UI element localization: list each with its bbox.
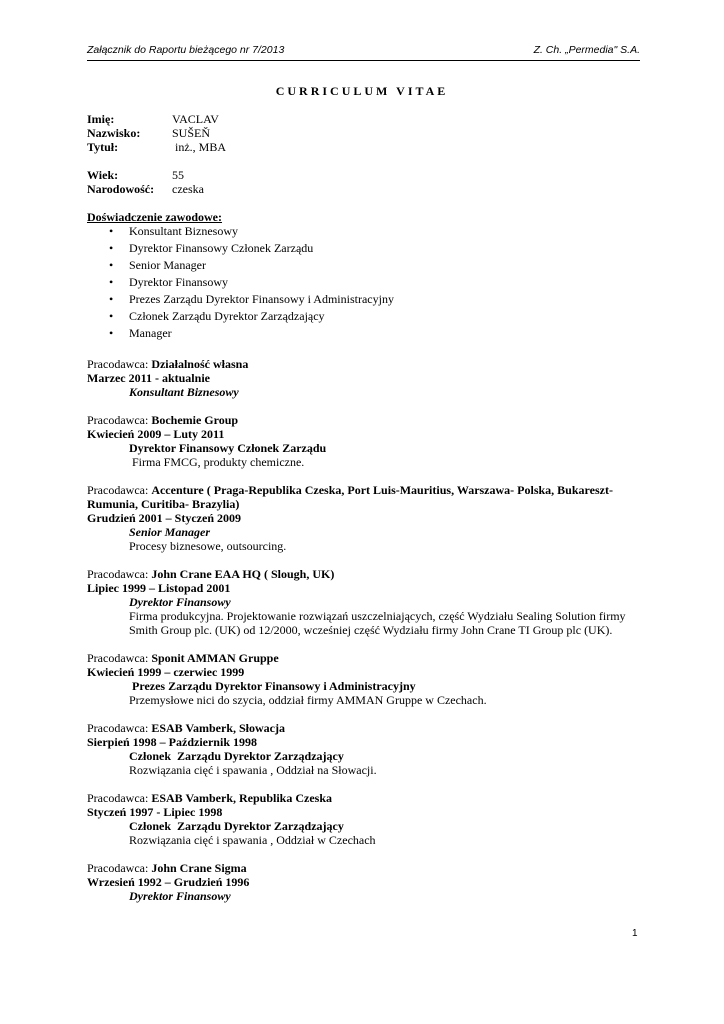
job-role: Członek Zarządu Dyrektor Zarządzający	[129, 819, 344, 833]
job-entry	[87, 483, 637, 553]
job-period: Styczeń 1997 - Lipiec 1998	[87, 805, 223, 819]
experience-list	[87, 224, 637, 343]
job-role: Dyrektor Finansowy	[129, 889, 231, 903]
experience-heading: Doświadczenie zawodowe:	[87, 210, 222, 224]
list-item: • Manager	[87, 326, 637, 343]
field-label: Narodowość:	[87, 182, 155, 196]
employer-name: Bochemie Group	[151, 413, 239, 427]
job-entry	[87, 861, 637, 903]
job-entry	[87, 567, 637, 637]
job-role: Dyrektor Finansowy	[129, 595, 231, 609]
field-label: Wiek:	[87, 168, 119, 182]
list-item: • Prezes Zarządu Dyrektor Finansowy i Administracyjny	[87, 292, 637, 309]
employer-name: ESAB Vamberk, Słowacja	[151, 721, 285, 735]
job-role: Konsultant Biznesowy	[129, 385, 239, 399]
job-employer-line	[87, 861, 637, 875]
job-period: Kwiecień 1999 – czerwiec 1999	[87, 665, 245, 679]
job-role: Senior Manager	[129, 525, 211, 539]
job-employer-line	[87, 567, 637, 581]
field-value: inż., MBA	[172, 140, 226, 154]
employer-prefix: Pracodawca:	[87, 567, 152, 581]
personal-row	[87, 182, 637, 196]
job-role: Prezes Zarządu Dyrektor Finansowy i Administracyjny	[129, 679, 416, 693]
job-period: Marzec 2011 - aktualnie	[87, 371, 210, 385]
list-item: • Dyrektor Finansowy	[87, 275, 637, 292]
field-label: Imię:	[87, 112, 115, 126]
job-employer-line	[87, 357, 637, 371]
personal-row	[87, 140, 637, 154]
employer-prefix: Pracodawca:	[87, 791, 152, 805]
list-item: • Konsultant Biznesowy	[87, 224, 637, 241]
job-role: Członek Zarządu Dyrektor Zarządzający	[129, 749, 344, 763]
personal-row	[87, 112, 637, 126]
employer-prefix: Pracodawca:	[87, 413, 152, 427]
employer-prefix: Pracodawca:	[87, 721, 152, 735]
job-period: Kwiecień 2009 – Luty 2011	[87, 427, 225, 441]
field-label: Tytuł:	[87, 140, 119, 154]
job-description: Rozwiązania cięć i spawania , Oddział na Słowacji.	[129, 763, 377, 777]
job-entry	[87, 791, 637, 847]
field-label: Nazwisko:	[87, 126, 141, 140]
job-entry	[87, 413, 637, 469]
job-history	[87, 357, 637, 903]
job-employer-line	[87, 483, 637, 511]
job-period: Lipiec 1999 – Listopad 2001	[87, 581, 231, 595]
field-value: czeska	[172, 182, 204, 196]
personal-info-2	[87, 168, 637, 196]
job-description: Firma FMCG, produkty chemiczne.	[129, 455, 305, 469]
list-item: • Senior Manager	[87, 258, 637, 275]
document-title: CURRICULUM VITAE	[275, 84, 449, 98]
employer-prefix: Pracodawca:	[87, 483, 152, 497]
page-header	[87, 40, 640, 61]
employer-name: John Crane EAA HQ ( Slough, UK)	[151, 567, 335, 581]
header-right: Z. Ch. „Permedia" S.A.	[533, 44, 640, 56]
header-left: Załącznik do Raportu bieżącego nr 7/2013	[87, 44, 285, 56]
field-value: 55	[172, 168, 184, 182]
job-description: Procesy biznesowe, outsourcing.	[129, 539, 287, 553]
employer-prefix: Pracodawca:	[87, 357, 152, 371]
job-employer-line	[87, 651, 637, 665]
page-number: 1	[632, 928, 638, 939]
job-description: Firma produkcyjna. Projektowanie rozwiązań uszczelniających, część Wydziału Sealing Solution firmy Smith Group plc. (UK) od 12/2000, wcześniej część Wydziału firmy John Crane TI Group plc (UK).	[129, 609, 629, 637]
field-value: SUŠEŇ	[172, 126, 211, 140]
job-entry	[87, 721, 637, 777]
job-entry	[87, 651, 637, 707]
employer-name: Działalność własna	[151, 357, 249, 371]
job-period: Sierpień 1998 – Październik 1998	[87, 735, 257, 749]
employer-name: John Crane Sigma	[151, 861, 247, 875]
personal-row	[87, 168, 637, 182]
job-period: Wrzesień 1992 – Grudzień 1996	[87, 875, 250, 889]
field-value: VACLAV	[172, 112, 219, 126]
job-description: Przemysłowe nici do szycia, oddział firmy AMMAN Gruppe w Czechach.	[129, 693, 487, 707]
job-role: Dyrektor Finansowy Członek Zarządu	[129, 441, 327, 455]
job-employer-line	[87, 413, 637, 427]
employer-prefix: Pracodawca:	[87, 651, 152, 665]
job-description: Rozwiązania cięć i spawania , Oddział w Czechach	[129, 833, 376, 847]
employer-name: Sponit AMMAN Gruppe	[151, 651, 279, 665]
personal-info	[87, 112, 637, 154]
personal-row	[87, 126, 637, 140]
job-employer-line	[87, 721, 637, 735]
list-item: • Członek Zarządu Dyrektor Zarządzający	[87, 309, 637, 326]
cv-content	[87, 112, 637, 917]
job-employer-line	[87, 791, 637, 805]
list-item: • Dyrektor Finansowy Członek Zarządu	[87, 241, 637, 258]
employer-name: ESAB Vamberk, Republika Czeska	[151, 791, 333, 805]
job-period: Grudzień 2001 – Styczeń 2009	[87, 511, 241, 525]
employer-name: Accenture ( Praga-Republika Czeska, Port Luis-Mauritius, Warszawa- Polska, Bukareszt-Rumunia, Curitiba- Brazylia)	[87, 483, 613, 511]
job-entry	[87, 357, 637, 399]
employer-prefix: Pracodawca:	[87, 861, 152, 875]
